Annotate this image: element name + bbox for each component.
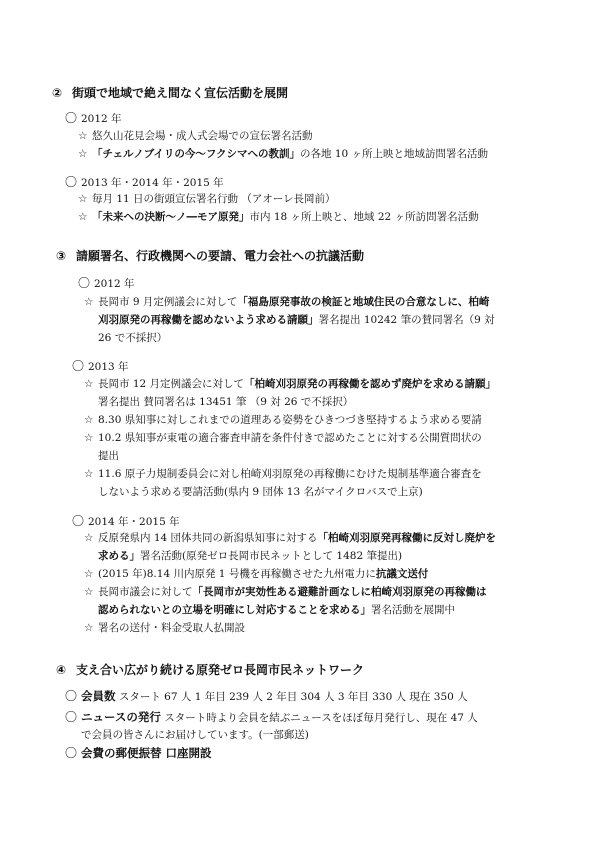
star-bullet-icon: ☆	[78, 130, 88, 142]
section-4-title: 支え合い広がり続ける原発ゼロ長岡市民ネットワーク	[76, 663, 365, 677]
circle-bullet-icon: 〇	[65, 175, 78, 189]
list-item-cont: 26 で不採択）	[98, 332, 168, 344]
list-item: ☆ 悠久山花見会場・成人式会場での宣伝署名活動	[78, 130, 313, 142]
list-item: 〇 会員数 スタート 67 人 1 年目 239 人 2 年目 304 人 3 年目 330 人 現在 350 人	[65, 689, 468, 703]
list-item-cont: しないよう求める要請活動(県内 9 団体 13 名がマイクロバスで上京)	[98, 486, 423, 498]
list-item: ☆ 長岡市 9 月定例議会に対して「福島原発事故の検証と地域住民の合意なしに、柏崎	[84, 296, 490, 308]
list-item: ☆ 10.2 県知事が東電の適合審査申請を条件付きで認めたことに対する公開質問状の	[84, 432, 482, 444]
list-item: ☆ 8.30 県知事に対しこれまでの道理ある姿勢をひきつづき堅持するよう求める要請	[84, 414, 482, 426]
list-item-cont: で会員の皆さんにお届けしています。(一部郵送)	[81, 729, 309, 741]
circle-bullet-icon: 〇	[65, 689, 78, 703]
section-2-number: ②	[52, 86, 63, 100]
star-bullet-icon: ☆	[84, 296, 94, 308]
star-bullet-icon: ☆	[78, 148, 88, 160]
circle-bullet-icon: 〇	[65, 746, 78, 760]
s3-year-2014-2015: 〇 2014 年・2015 年	[72, 514, 180, 528]
list-item: ☆ 反原発県内 14 団体共同の新潟県知事に対する「柏崎刈羽原発再稼働に反対し廃炉を	[84, 532, 497, 544]
star-bullet-icon: ☆	[84, 432, 94, 444]
circle-bullet-icon: 〇	[72, 514, 85, 528]
s2-year-2013-2015: 〇 2013 年・2014 年・2015 年	[65, 175, 224, 189]
list-item-cont: 署名提出 賛同署名は 13451 筆 （9 対 26 で不採択）	[98, 396, 354, 408]
list-item: ☆ (2015 年)8.14 川内原発 1 号機を再稼働させた九州電力に抗議文送付	[84, 568, 429, 580]
circle-bullet-icon: 〇	[65, 111, 78, 125]
list-item: ☆ 長岡市 12 月定例議会に対して「柏崎刈羽原発の再稼働を認めず廃炉を求める請願」	[84, 378, 497, 390]
star-bullet-icon: ☆	[84, 622, 94, 634]
section-2-heading	[52, 86, 288, 100]
s2-year-2012: 〇 2012 年	[65, 111, 122, 125]
star-bullet-icon: ☆	[84, 568, 94, 580]
list-item: 〇 会費の郵便振替 口座開設	[65, 746, 212, 760]
section-3-number: ③	[56, 249, 67, 263]
s3-year-2013: 〇 2013 年	[72, 359, 129, 373]
star-bullet-icon: ☆	[84, 586, 94, 598]
section-3-heading	[56, 249, 364, 263]
list-item-cont: 刈羽原発の再稼働を認めないよう求める請願」署名提出 10242 筆の賛同署名（9 対	[98, 314, 495, 326]
list-item: ☆ 長岡市議会に対して「長岡市が実効性ある避難計画なしに柏崎刈羽原発の再稼働は	[84, 586, 487, 598]
star-bullet-icon: ☆	[78, 211, 88, 223]
star-bullet-icon: ☆	[84, 414, 94, 426]
list-item: ☆ 署名の送付・料金受取人払開設	[84, 622, 245, 634]
star-bullet-icon: ☆	[78, 193, 88, 205]
s3-year-2012: 〇 2012 年	[78, 276, 135, 290]
star-bullet-icon: ☆	[84, 468, 94, 480]
list-item: ☆ 11.6 原子力規制委員会に対し柏崎刈羽原発の再稼働にむけた規制基準適合審査を	[84, 468, 482, 480]
list-item: 〇 ニュースの発行 スタート時より会員を結ぶニュースをほぼ毎月発行し、現在 47 人	[65, 710, 478, 724]
list-item: ☆ 「未来への決断〜ノ―モア原発」市内 18 ヶ所上映と、地域 22 ヶ所訪問署名活動	[78, 211, 479, 223]
circle-bullet-icon: 〇	[72, 359, 85, 373]
list-item-cont: 求める」署名活動(原発ゼロ長岡市民ネットとして 1482 筆提出)	[98, 550, 403, 562]
list-item-cont: 認められないとの立場を明確にし対応することを求める」署名活動を展開中	[98, 604, 455, 616]
circle-bullet-icon: 〇	[65, 710, 78, 724]
star-bullet-icon: ☆	[84, 378, 94, 390]
list-item: ☆ 毎月 11 日の街頭宣伝署名行動 （アオーレ長岡前）	[78, 193, 336, 205]
section-3-title: 請願署名、行政機関への要請、電力会社への抗議活動	[76, 249, 365, 263]
list-item-cont: 提出	[98, 450, 119, 462]
section-4-heading	[56, 663, 364, 677]
circle-bullet-icon: 〇	[78, 276, 91, 290]
section-2-title: 街頭で地域で絶え間なく宣伝活動を展開	[72, 86, 289, 100]
section-4-number: ④	[56, 663, 67, 677]
star-bullet-icon: ☆	[84, 532, 94, 544]
list-item: ☆ 「チェルノブイリの今〜フクシマへの教訓」の各地 10 ヶ所上映と地域訪問署名活動	[78, 148, 489, 160]
